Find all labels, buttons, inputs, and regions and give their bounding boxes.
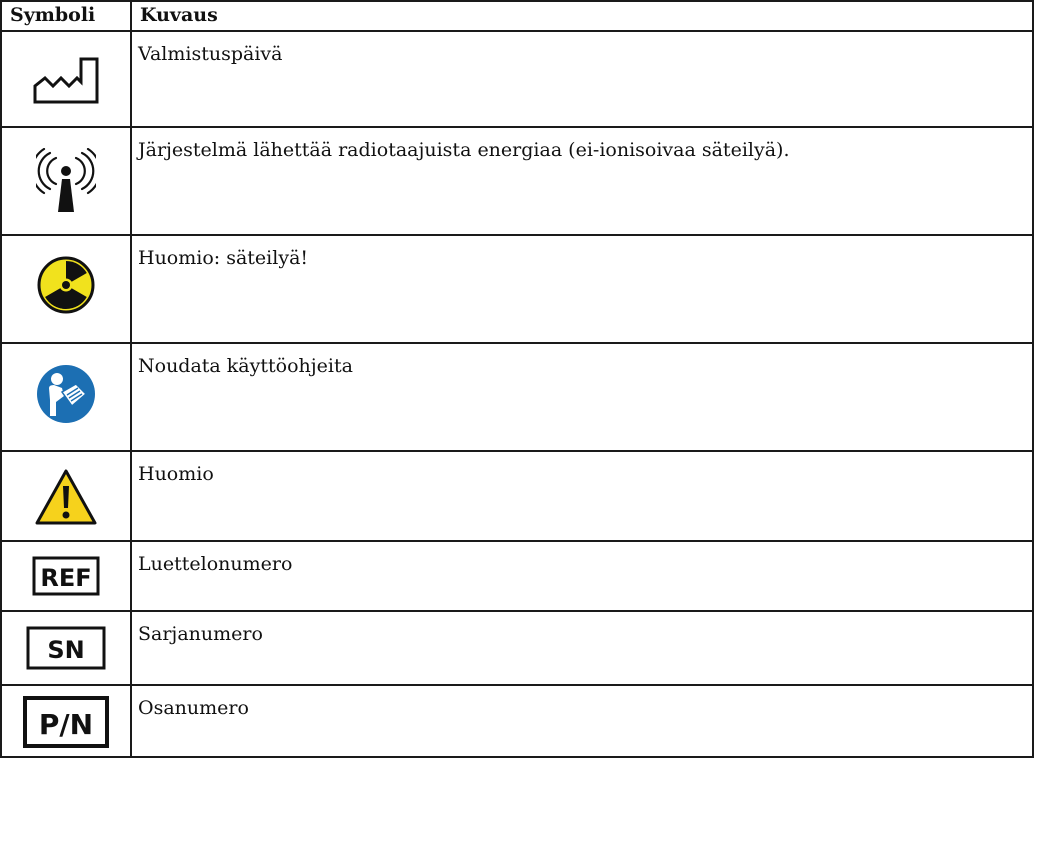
manufacture-date-icon	[2, 32, 130, 104]
description-cell: Huomio: säteilyä!	[131, 235, 1033, 343]
description-cell: Huomio	[131, 451, 1033, 541]
caution-icon	[2, 452, 130, 526]
header-description: Kuvaus	[131, 1, 1033, 31]
part-number-icon	[2, 686, 130, 748]
non-ionizing-radiation-icon	[2, 128, 130, 214]
header-symbol: Symboli	[1, 1, 131, 31]
description-cell: Sarjanumero	[131, 611, 1033, 685]
description-cell: Noudata käyttöohjeita	[131, 343, 1033, 451]
description-cell: Osanumero	[131, 685, 1033, 757]
symbol-cell	[1, 31, 131, 127]
table-row	[1, 685, 1033, 757]
description-cell: Järjestelmä lähettää radiotaajuista energiaa (ei-ionisoivaa säteilyä).	[131, 127, 1033, 235]
symbol-cell	[1, 611, 131, 685]
serial-number-icon	[2, 612, 130, 670]
table-row	[1, 541, 1033, 611]
ref-icon	[2, 542, 130, 596]
symbol-cell	[1, 541, 131, 611]
radiation-warning-icon	[2, 236, 130, 314]
table-row	[1, 611, 1033, 685]
symbol-cell	[1, 343, 131, 451]
symbol-cell	[1, 685, 131, 757]
description-cell: Luettelonumero	[131, 541, 1033, 611]
symbol-cell	[1, 127, 131, 235]
table-row	[1, 31, 1033, 127]
consult-instructions-icon	[2, 344, 130, 424]
table-row	[1, 451, 1033, 541]
table-row	[1, 127, 1033, 235]
pn-label: P/N	[38, 708, 94, 741]
symbol-cell	[1, 451, 131, 541]
ref-label: REF	[40, 564, 92, 592]
symbol-cell	[1, 235, 131, 343]
sn-label: SN	[47, 636, 85, 664]
table-header-row	[1, 1, 1033, 31]
table-row	[1, 235, 1033, 343]
description-cell: Valmistuspäivä	[131, 31, 1033, 127]
table-row	[1, 343, 1033, 451]
